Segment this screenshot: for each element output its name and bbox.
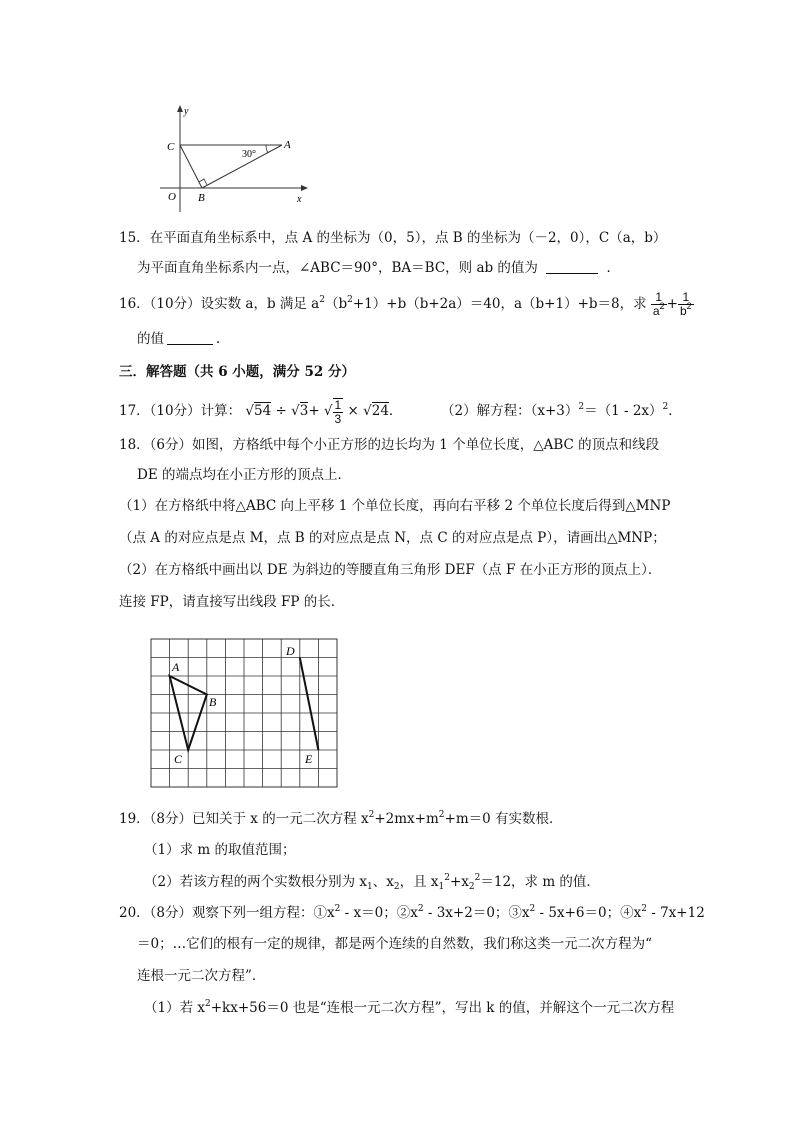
label-x: x: [297, 194, 302, 205]
q17-line: 17．（10分）计算： √54 ÷ √3+ √ $\frac{1}{3}$ × √24． （2）解方程：$(x+3)^2=(1 - 2x)^2$．: [119, 397, 682, 426]
q16-answer-blank[interactable]: [167, 330, 213, 345]
q18-line4: （点 A 的对应点是点 M，点 B 的对应点是点 N，点 C 的对应点是点 P），请画出△MNP；: [119, 530, 666, 546]
label-o: O: [168, 191, 176, 203]
q17-end: ．: [668, 403, 682, 419]
q16-period: ．: [216, 331, 230, 347]
q17-times: ×: [347, 403, 359, 419]
q19-line1: 19．（8分）已知关于 x 的一元二次方程 $x^2+2mx+m^2+m=0$ 有实数根．: [119, 810, 563, 827]
q16-exp-b: 2: [347, 295, 353, 305]
sqrt-54: √54: [245, 403, 272, 419]
x-axis-arrow: [301, 185, 308, 191]
section-heading: 三．解答题（共 6 小题，满分 52 分）: [119, 364, 355, 380]
q16-exp-a: 2: [319, 295, 325, 305]
q16-line2: [137, 329, 230, 349]
q20-line4: （1）若 $x^2+kx+56=0$ 也是“连根一元二次方程”，写出 k 的值，并解这个一元二次方程: [144, 999, 675, 1016]
q16-line1: [119, 289, 694, 319]
q17-dot: ．: [388, 403, 403, 419]
label-a: A: [284, 139, 291, 151]
sqrt-24: √24: [363, 403, 389, 419]
q17-part2b: ＝（1 - 2x）: [584, 403, 663, 419]
q15-answer-blank[interactable]: [546, 259, 598, 274]
q16-text: 的值: [137, 331, 164, 347]
grid-label-d: D: [286, 644, 295, 658]
sqrt-3: √3: [291, 403, 309, 419]
label-b: B: [198, 192, 205, 204]
q15-line1: 15．在平面直角坐标系中，点 A 的坐标为（0，5），点 B 的坐标为（－2，0），C（a，b）: [119, 230, 667, 246]
q17-div: ÷: [275, 403, 287, 419]
grid-label-e: E: [305, 752, 313, 766]
coordinate-figure: [140, 102, 320, 214]
q17-part2: （2）解方程：（x+3）: [441, 403, 579, 419]
q18-line6: 连接 FP，请直接写出线段 FP 的长．: [119, 594, 345, 610]
label-c: C: [167, 141, 175, 153]
q18-line1: 18．（6分）如图，方格纸中每个小正方形的边长均为 1 个单位长度，△ABC 的顶点和线段: [119, 437, 660, 453]
q16-fraction-1: $\frac{1}{a^2}$: [652, 290, 665, 318]
q19-line3: （2）若该方程的两个实数根分别为 $x_1$、$x_2$，且 $x_1^2+x_2^2=12$，求 m 的值．: [144, 873, 600, 892]
q20-line2: ＝0；…它们的根有一定的规律，都是两个连续的自然数，我们称这类一元二次方程为“: [137, 936, 652, 952]
q15-line2: [137, 258, 620, 278]
q18-line2: DE 的端点均在小正方形的顶点上．: [137, 467, 351, 483]
label-y: y: [184, 106, 189, 117]
q20-line3: 连根一元二次方程”．: [137, 968, 266, 984]
segment-de: [300, 658, 319, 751]
grid-label-b: B: [209, 695, 217, 709]
q18-line5: （2）在方格纸中画出以 DE 为斜边的等腰直角三角形 DEF（点 F 在小正方形的顶点上）．: [119, 562, 662, 578]
grid-label-c: C: [174, 752, 183, 766]
q16-mid2: +1）+b（b+2a）＝40，a（b+1）+b＝8，求: [352, 296, 647, 312]
q16-prefix: 16．（10分）设实数 a，b 满足 a: [119, 296, 320, 312]
q17-label: 17．（10分）计算：: [119, 403, 242, 419]
sqrt-fraction: √ $\frac{1}{3}$: [323, 397, 342, 426]
q16-mid: （b: [324, 296, 348, 312]
q15-period: ．: [606, 260, 621, 276]
angle-arc: [266, 145, 268, 153]
segment-bc: [180, 145, 202, 188]
q16-plus: +: [666, 296, 678, 312]
q17-plus: +: [308, 403, 320, 419]
grid-label-a: A: [172, 660, 180, 674]
q20-line1: 20．（8分）观察下列一组方程：$①x^2 - x=0$；$②x^2 - 3x+2=0$；$③x^2 - 5x+6=0$；$④x^2 - 7x+12$: [119, 904, 705, 921]
q16-fraction-2: $\frac{1}{b^2}$: [679, 290, 692, 318]
y-axis-arrow: [177, 105, 183, 112]
q19-line2: （1）求 m 的取值范围；: [144, 842, 296, 858]
q18-line3: （1）在方格纸中将△ABC 向上平移 1 个单位长度，再向右平移 2 个单位长度后得到△MNP: [119, 498, 671, 514]
grid-figure: [150, 638, 340, 790]
angle-label: 30°: [242, 149, 256, 160]
q15-text: 为平面直角坐标系内一点，∠ABC＝90°，BA＝BC，则 ab 的值为: [137, 260, 538, 276]
